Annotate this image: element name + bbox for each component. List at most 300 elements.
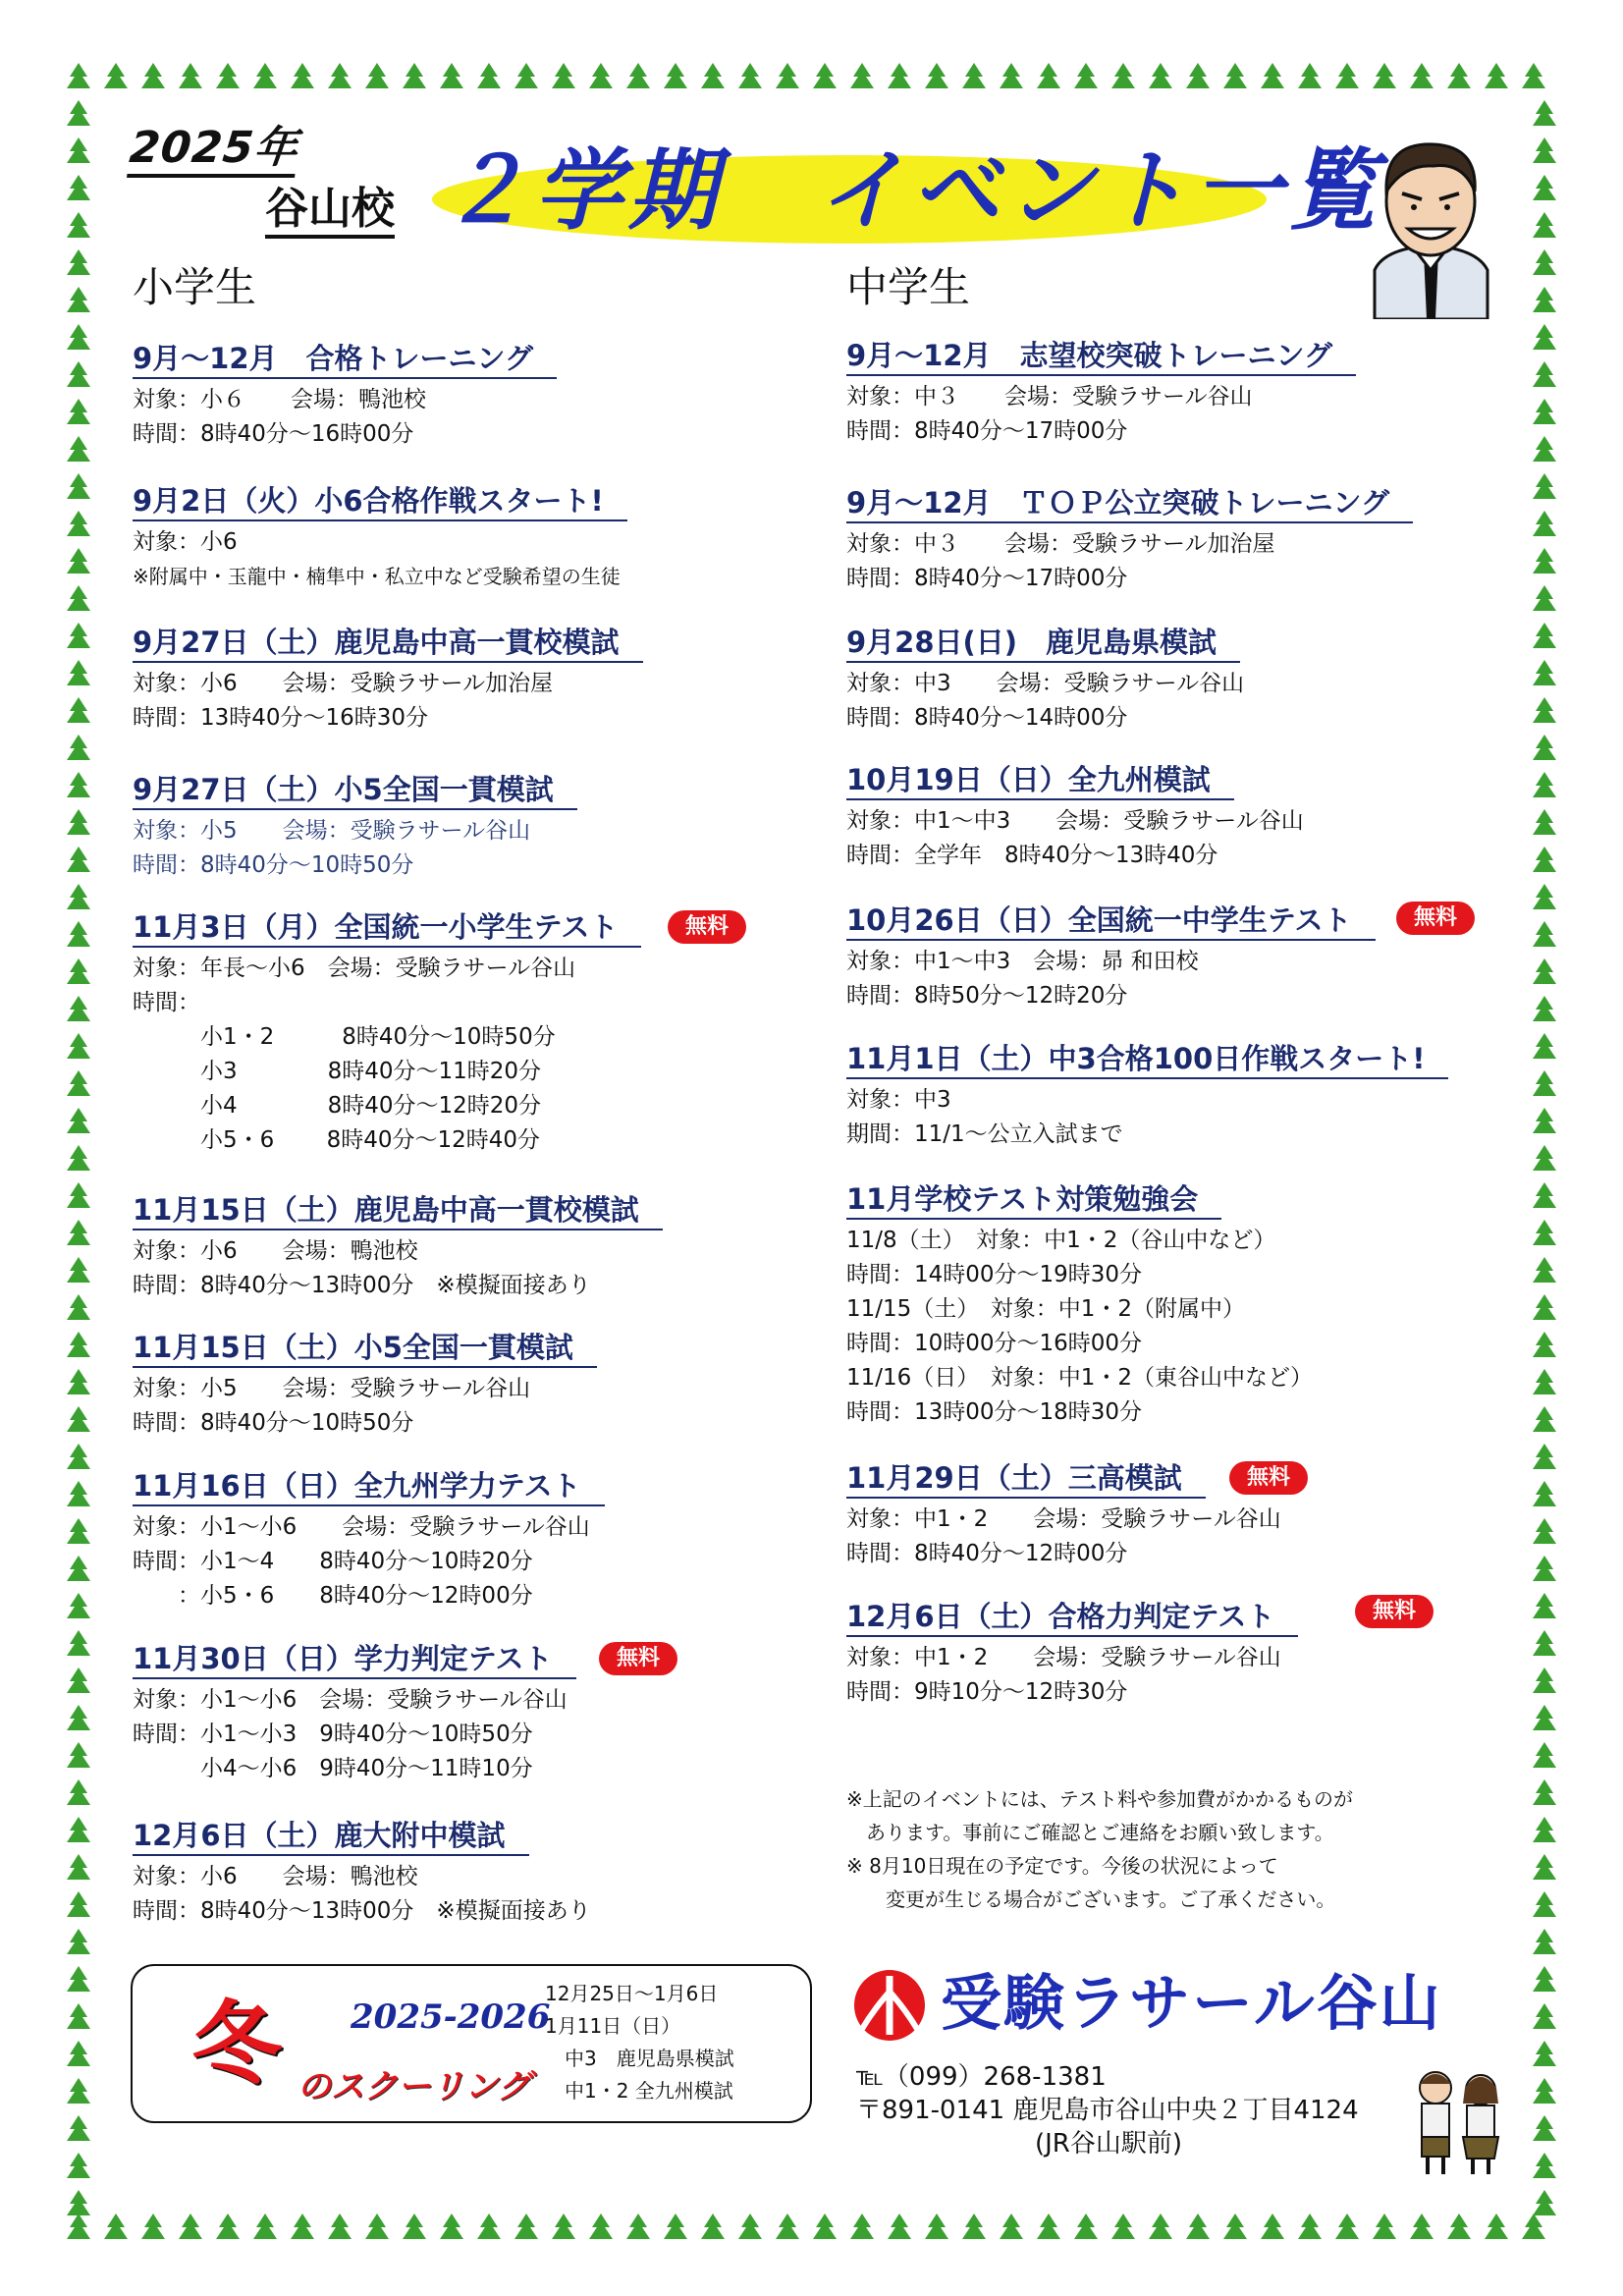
- tree-icon: [1000, 2214, 1023, 2239]
- event-line: 対象：中1～中3 会場：昴 和田校: [846, 949, 1199, 974]
- event-title: 11月1日（土）中3合格100日作戦スタート!: [846, 1040, 1448, 1079]
- tree-icon: [1533, 847, 1556, 872]
- tree-icon: [1533, 1369, 1556, 1394]
- tree-icon: [67, 1929, 90, 1954]
- tree-icon: [67, 1182, 90, 1208]
- tree-icon: [1335, 63, 1359, 88]
- tree-icon: [1447, 63, 1471, 88]
- junior-event: [846, 624, 1244, 736]
- tree-icon: [67, 2003, 90, 2029]
- tree-icon: [1533, 1742, 1556, 1768]
- tree-icon: [440, 63, 463, 88]
- event-title: 9月～12月 ＴＯＰ公立突破トレーニング: [846, 484, 1413, 523]
- event-title: 9月27日（土）小5全国一貫模試: [133, 771, 577, 810]
- tree-icon: [1533, 1667, 1556, 1693]
- tree-icon: [589, 2214, 613, 2239]
- event-title: 9月～12月 志望校突破トレーニング: [846, 337, 1356, 376]
- tree-icon: [1533, 1257, 1556, 1283]
- tree-icon: [1533, 436, 1556, 462]
- tree-icon: [67, 137, 90, 163]
- event-line: 時間：8時40分～10時50分: [133, 852, 414, 878]
- winter-year: 2025-2026: [351, 1997, 551, 2037]
- tree-icon: [477, 63, 501, 88]
- tree-icon: [552, 63, 575, 88]
- tree-icon: [67, 100, 90, 126]
- tree-icon: [67, 1070, 90, 1096]
- tree-icon: [67, 1593, 90, 1618]
- tree-icon: [291, 2214, 314, 2239]
- tree-icon: [1111, 63, 1135, 88]
- tree-icon: [1298, 63, 1322, 88]
- tree-icon: [1223, 2214, 1247, 2239]
- tree-icon: [1533, 287, 1556, 312]
- event-line: 時間：8時50分～12時20分: [846, 983, 1128, 1009]
- tree-icon: [141, 2214, 165, 2239]
- tree-icon: [962, 63, 986, 88]
- tree-icon: [1533, 1779, 1556, 1805]
- tree-icon: [440, 2214, 463, 2239]
- tree-icon: [67, 1891, 90, 1917]
- event-line: 11/15（土） 対象：中1・2（附属中）: [846, 1296, 1246, 1322]
- event-title: 11月3日（月）全国統一小学生テスト: [133, 908, 641, 948]
- tree-icon: [664, 2214, 687, 2239]
- tree-icon: [67, 249, 90, 275]
- tree-icon: [1533, 511, 1556, 536]
- tree-icon: [403, 2214, 426, 2239]
- tree-icon: [216, 63, 240, 88]
- tree-icon: [1533, 1929, 1556, 1954]
- teacher-illustration-icon: [1345, 133, 1517, 319]
- event-title: 11月15日（土）鹿児島中高一貫校模試: [133, 1191, 663, 1230]
- tree-icon: [1533, 2003, 1556, 2029]
- event-line: 対象：中３ 会場：受験ラサール谷山: [846, 384, 1253, 410]
- event-line: 時間：9時10分～12時30分: [846, 1679, 1128, 1705]
- tree-icon: [813, 63, 837, 88]
- tree-icon: [67, 884, 90, 909]
- tree-icon: [291, 63, 314, 88]
- elementary-event: [133, 1329, 597, 1441]
- tree-icon: [626, 63, 650, 88]
- tree-icon: [925, 63, 948, 88]
- event-line: 時間：8時40分～10時50分: [133, 1410, 414, 1436]
- tree-icon: [67, 958, 90, 984]
- tree-icon: [1533, 324, 1556, 350]
- free-badge: 無料: [1229, 1461, 1308, 1495]
- tree-icon: [67, 1854, 90, 1880]
- event-line: 小5・6 8時40分～12時40分: [133, 1127, 541, 1153]
- tree-icon: [1533, 1593, 1556, 1618]
- tree-icon: [738, 63, 762, 88]
- tree-icon: [813, 2214, 837, 2239]
- event-line: 期間：11/1～公立入試まで: [846, 1121, 1123, 1147]
- event-title: 10月19日（日）全九州模試: [846, 761, 1234, 800]
- tree-icon: [67, 2214, 90, 2239]
- notes: ※上記のイベントには、テスト料や参加費がかかるものが あります。事前にご確認とご連絡をお願い致します。 ※ 8月10日現在の予定です。今後の状況によって 変更が生じる場合がございます。ご了承ください。: [846, 1787, 1353, 1911]
- winter-subtitle: のスクーリング: [298, 2067, 531, 2106]
- tree-icon: [104, 2214, 128, 2239]
- event-line: 対象：中３ 会場：受験ラサール加治屋: [846, 531, 1275, 557]
- logo-text: 受験ラサール谷山: [941, 1967, 1442, 2039]
- tree-icon: [67, 1518, 90, 1544]
- event-line: 時間：8時40分～12時00分: [846, 1541, 1128, 1566]
- event-line: 対象：中1・2 会場：受験ラサール谷山: [846, 1645, 1281, 1670]
- contact-info: ℡（099）268-1381 〒891-0141 鹿児島市谷山中央２丁目4124 (JR谷山駅前): [856, 2062, 1359, 2159]
- tree-icon: [1037, 2214, 1060, 2239]
- event-line: 小1・2 8時40分～10時50分: [133, 1024, 556, 1050]
- tree-icon: [67, 511, 90, 536]
- tree-icon: [67, 1220, 90, 1245]
- tree-icon: [67, 1444, 90, 1469]
- event-line: 時間：13時00分～18時30分: [846, 1399, 1143, 1425]
- event-line: 時間：10時00分～16時00分: [846, 1331, 1143, 1356]
- elementary-event: [133, 1191, 663, 1303]
- tree-icon: [141, 63, 165, 88]
- tree-icon: [67, 772, 90, 797]
- tree-icon: [1533, 361, 1556, 387]
- tree-icon: [67, 2190, 90, 2215]
- tree-icon: [1533, 1630, 1556, 1656]
- tree-icon: [1335, 2214, 1359, 2239]
- event-title: 12月6日（土）鹿大附中模試: [133, 1817, 529, 1856]
- tree-icon: [67, 287, 90, 312]
- tree-icon: [67, 1481, 90, 1506]
- tree-icon: [1533, 1891, 1556, 1917]
- tree-icon: [67, 1257, 90, 1283]
- tree-icon: [1533, 1444, 1556, 1469]
- event-line: 時間：小1～小3 9時40分～10時50分: [133, 1722, 533, 1747]
- tree-icon: [1261, 63, 1284, 88]
- tree-icon: [253, 2214, 277, 2239]
- tree-icon: [365, 2214, 389, 2239]
- elementary-event: [133, 340, 557, 452]
- event-line: 対象：小6: [133, 529, 238, 555]
- tree-icon: [67, 1705, 90, 1730]
- tree-icon: [1533, 623, 1556, 648]
- tree-icon: [67, 585, 90, 611]
- tree-icon: [1533, 1332, 1556, 1357]
- lasalle-logo-icon: [850, 1966, 929, 2045]
- tree-icon: [1373, 2214, 1396, 2239]
- header-campus: 谷山校: [265, 184, 395, 239]
- tree-icon: [67, 436, 90, 462]
- tree-icon: [1410, 63, 1434, 88]
- event-title: 11月30日（日）学力判定テスト: [133, 1640, 576, 1679]
- tree-icon: [888, 63, 911, 88]
- tree-icon: [1533, 100, 1556, 126]
- winter-info: 12月25日～1月6日 1月11日（日） 中3 鹿児島県模試 中1・2 全九州模試: [545, 1982, 734, 2103]
- tree-icon: [1186, 2214, 1210, 2239]
- tree-icon: [1373, 63, 1396, 88]
- page-title: ２学期 イベント一覧: [440, 139, 1382, 243]
- tree-icon: [1533, 548, 1556, 574]
- tree-icon: [67, 1108, 90, 1133]
- tree-icon: [1485, 2214, 1508, 2239]
- tree-icon: [67, 361, 90, 387]
- tree-icon: [67, 623, 90, 648]
- tree-icon: [1533, 175, 1556, 200]
- event-title: 11月29日（土）三高模試: [846, 1459, 1206, 1499]
- event-line: 時間：8時40分～16時00分: [133, 421, 414, 447]
- free-badge: 無料: [1355, 1595, 1434, 1628]
- tree-icon: [1522, 63, 1545, 88]
- tree-icon: [1533, 2078, 1556, 2104]
- tree-icon: [1037, 63, 1060, 88]
- event-line: 対象：中3: [846, 1087, 951, 1113]
- tree-icon: [67, 63, 90, 88]
- tree-icon: [1533, 2190, 1556, 2215]
- event-title: 9月～12月 合格トレーニング: [133, 340, 557, 379]
- event-line: 時間：8時40分～17時00分: [846, 566, 1128, 591]
- tree-icon: [1533, 1705, 1556, 1730]
- tree-icon: [1533, 473, 1556, 499]
- event-title: 9月2日（火）小6合格作戦スタート!: [133, 482, 627, 521]
- tree-icon: [179, 63, 202, 88]
- tree-icon: [1000, 63, 1023, 88]
- event-line: 対象：中3 会場：受験ラサール谷山: [846, 671, 1245, 696]
- tree-icon: [67, 2078, 90, 2104]
- tree-icon: [514, 2214, 538, 2239]
- event-line: 対象：小6 会場：受験ラサール加治屋: [133, 671, 554, 696]
- tree-icon: [1533, 1966, 1556, 1992]
- tree-icon: [67, 847, 90, 872]
- event-title: 11月15日（土）小5全国一貫模試: [133, 1329, 597, 1368]
- tree-icon: [738, 2214, 762, 2239]
- tree-icon: [67, 2041, 90, 2066]
- event-line: 11/8（土） 対象：中1・2（谷山中など）: [846, 1228, 1276, 1253]
- tree-icon: [1533, 1294, 1556, 1320]
- event-line: 小4 8時40分～12時20分: [133, 1093, 542, 1119]
- event-title: 10月26日（日）全国統一中学生テスト: [846, 902, 1376, 941]
- elementary-event: [133, 1467, 605, 1613]
- tree-icon: [1485, 63, 1508, 88]
- event-line: 時間：8時40分～14時00分: [846, 705, 1128, 731]
- event-line: 対象：小5 会場：受験ラサール谷山: [133, 1376, 531, 1401]
- tree-icon: [67, 697, 90, 723]
- tree-icon: [1533, 1108, 1556, 1133]
- event-line: 対象：中1・2 会場：受験ラサール谷山: [846, 1506, 1281, 1532]
- tree-icon: [67, 1406, 90, 1432]
- tree-icon: [664, 63, 687, 88]
- tree-icon: [1298, 2214, 1322, 2239]
- tree-icon: [1533, 1518, 1556, 1544]
- event-line: 対象：小1～小6 会場：受験ラサール谷山: [133, 1687, 568, 1713]
- event-line: 時間：: [133, 990, 200, 1015]
- event-line: 時間：13時40分～16時30分: [133, 705, 429, 731]
- tree-icon: [67, 1369, 90, 1394]
- event-line: 対象：小5 会場：受験ラサール谷山: [133, 818, 531, 844]
- event-line: 11/16（日） 対象：中1・2（東谷山中など）: [846, 1365, 1314, 1391]
- tree-icon: [67, 1556, 90, 1581]
- tree-icon: [1533, 2041, 1556, 2066]
- tree-icon: [1533, 1406, 1556, 1432]
- event-title: 11月学校テスト対策勉強会: [846, 1180, 1221, 1220]
- event-line: 対象：小6 会場：鴨池校: [133, 1864, 418, 1889]
- tree-icon: [67, 1145, 90, 1171]
- tree-icon: [1223, 63, 1247, 88]
- tree-icon: [850, 63, 874, 88]
- tree-icon: [776, 63, 799, 88]
- tree-icon: [67, 2115, 90, 2141]
- tree-icon: [67, 1332, 90, 1357]
- tree-icon: [403, 63, 426, 88]
- elementary-event: [133, 908, 641, 1158]
- junior-event: [846, 902, 1376, 1013]
- tree-icon: [1533, 697, 1556, 723]
- tree-icon: [67, 921, 90, 947]
- elementary-event: [133, 624, 643, 736]
- tree-icon: [67, 548, 90, 574]
- junior-event: [846, 1598, 1298, 1710]
- tree-icon: [1533, 2153, 1556, 2178]
- tree-icon: [1533, 660, 1556, 685]
- event-line: 時間：小1～4 8時40分～10時20分: [133, 1549, 533, 1574]
- tree-icon: [1074, 63, 1098, 88]
- tree-icon: [1533, 809, 1556, 835]
- event-line: ：小5・6 8時40分～12時00分: [133, 1583, 533, 1609]
- tree-icon: [589, 63, 613, 88]
- tree-icon: [67, 809, 90, 835]
- tree-icon: [1522, 2214, 1545, 2239]
- tree-icon: [67, 1966, 90, 1992]
- tree-icon: [67, 1294, 90, 1320]
- tree-icon: [1186, 63, 1210, 88]
- tree-icon: [925, 2214, 948, 2239]
- tree-icon: [962, 2214, 986, 2239]
- tree-icon: [888, 2214, 911, 2239]
- event-line: 時間：8時40分～13時00分 ※模擬面接あり: [133, 1898, 591, 1924]
- free-badge: 無料: [599, 1642, 677, 1675]
- tree-icon: [67, 473, 90, 499]
- winter-kanji: 冬: [191, 1992, 283, 2097]
- tree-icon: [1533, 772, 1556, 797]
- event-title: 9月27日（土）鹿児島中高一貫校模試: [133, 624, 643, 663]
- tree-icon: [1533, 1817, 1556, 1842]
- tree-icon: [1533, 1033, 1556, 1059]
- elementary-column-title: 小学生: [133, 263, 257, 311]
- tree-icon: [1149, 63, 1172, 88]
- tree-icon: [67, 1667, 90, 1693]
- children-illustration-icon: [1404, 2060, 1512, 2178]
- tree-icon: [67, 1630, 90, 1656]
- tree-icon: [67, 660, 90, 685]
- event-line: 対象：小6 会場：鴨池校: [133, 1238, 418, 1264]
- junior-event: [846, 337, 1356, 449]
- event-line: 小3 8時40分～11時20分: [133, 1059, 542, 1084]
- tree-icon: [179, 2214, 202, 2239]
- tree-icon: [67, 1817, 90, 1842]
- tree-icon: [253, 63, 277, 88]
- header-year: 2025年: [127, 123, 300, 178]
- tree-icon: [626, 2214, 650, 2239]
- tree-icon: [1533, 921, 1556, 947]
- tree-icon: [1533, 958, 1556, 984]
- tree-icon: [1533, 137, 1556, 163]
- tree-icon: [1533, 1070, 1556, 1096]
- tree-icon: [1410, 2214, 1434, 2239]
- tree-icon: [1074, 2214, 1098, 2239]
- event-title: 9月28日(日) 鹿児島県模試: [846, 624, 1240, 663]
- event-line: 対象：小６ 会場：鴨池校: [133, 387, 426, 412]
- tree-icon: [67, 324, 90, 350]
- tree-icon: [67, 399, 90, 424]
- tree-icon: [1533, 1220, 1556, 1245]
- event-line: 対象：年長～小6 会場：受験ラサール谷山: [133, 956, 576, 981]
- tree-icon: [67, 996, 90, 1021]
- tree-icon: [701, 2214, 725, 2239]
- tree-icon: [850, 2214, 874, 2239]
- tree-icon: [67, 2153, 90, 2178]
- tree-icon: [67, 735, 90, 760]
- junior-column-title: 中学生: [846, 263, 971, 311]
- event-line: 時間：全学年 8時40分～13時40分: [846, 843, 1218, 868]
- elementary-event: [133, 1817, 591, 1929]
- junior-event: [846, 1040, 1448, 1152]
- tree-icon: [1533, 1481, 1556, 1506]
- tree-icon: [1149, 2214, 1172, 2239]
- junior-event: [846, 484, 1413, 596]
- tree-icon: [514, 63, 538, 88]
- tree-icon: [1533, 2115, 1556, 2141]
- event-note: ※附属中・玉龍中・楠隼中・私立中など受験希望の生徒: [133, 565, 621, 588]
- tree-icon: [1261, 2214, 1284, 2239]
- junior-event: [846, 1459, 1281, 1571]
- tree-icon: [1533, 735, 1556, 760]
- elementary-event: [133, 771, 577, 883]
- event-line: 対象：小1～小6 会場：受験ラサール谷山: [133, 1514, 590, 1540]
- tree-icon: [1533, 1854, 1556, 1880]
- tree-icon: [328, 63, 352, 88]
- free-badge: 無料: [668, 910, 746, 944]
- tree-icon: [328, 2214, 352, 2239]
- elementary-event: [133, 1640, 576, 1786]
- tree-icon: [1533, 585, 1556, 611]
- tree-icon: [365, 63, 389, 88]
- event-title: 11月16日（日）全九州学力テスト: [133, 1467, 605, 1506]
- event-line: 小4～小6 9時40分～11時10分: [133, 1756, 533, 1781]
- tree-icon: [1447, 2214, 1471, 2239]
- tree-icon: [1111, 2214, 1135, 2239]
- tree-icon: [67, 1033, 90, 1059]
- winter-schooling-box: [131, 1964, 812, 2123]
- tree-icon: [477, 2214, 501, 2239]
- tree-icon: [1533, 249, 1556, 275]
- tree-icon: [1533, 212, 1556, 238]
- tree-icon: [67, 1742, 90, 1768]
- tree-icon: [104, 63, 128, 88]
- tree-icon: [1533, 1556, 1556, 1581]
- free-badge: 無料: [1396, 902, 1475, 935]
- tree-icon: [67, 175, 90, 200]
- tree-icon: [216, 2214, 240, 2239]
- event-title: 12月6日（土）合格力判定テスト: [846, 1598, 1298, 1637]
- event-line: 時間：8時40分～13時00分 ※模擬面接あり: [133, 1273, 591, 1298]
- tree-icon: [1533, 399, 1556, 424]
- tree-icon: [552, 2214, 575, 2239]
- tree-icon: [1533, 884, 1556, 909]
- tree-icon: [67, 212, 90, 238]
- event-line: 対象：中1～中3 会場：受験ラサール谷山: [846, 808, 1304, 834]
- tree-icon: [1533, 1182, 1556, 1208]
- tree-icon: [776, 2214, 799, 2239]
- tree-icon: [1533, 996, 1556, 1021]
- tree-icon: [67, 1779, 90, 1805]
- event-line: 時間：8時40分～17時00分: [846, 418, 1128, 444]
- event-line: 時間：14時00分～19時30分: [846, 1262, 1143, 1287]
- tree-icon: [1533, 1145, 1556, 1171]
- tree-icon: [701, 63, 725, 88]
- elementary-event: [133, 482, 627, 594]
- junior-event: [846, 1180, 1313, 1430]
